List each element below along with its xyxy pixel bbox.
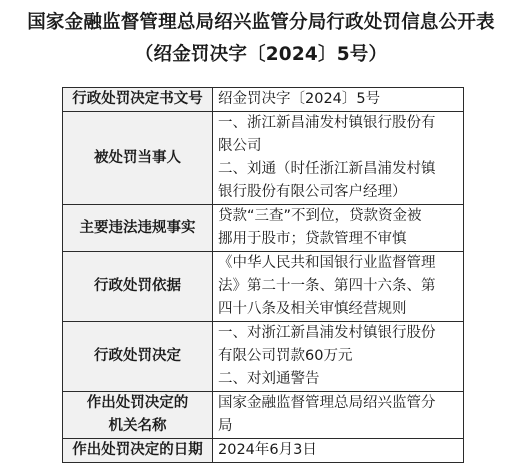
value-line: 国家金融监督管理总局绍兴监管分 xyxy=(218,395,436,411)
value-line: 一、浙江新昌浦发村镇银行股份有 xyxy=(218,115,436,131)
row-value-penalized-party xyxy=(213,112,464,205)
row-value-decision-number xyxy=(213,88,464,112)
value-line: 2024年6月3日 xyxy=(218,442,317,458)
document-number-subtitle: （绍金罚决字〔2024〕5号） xyxy=(134,44,388,65)
value-line: 有限公司罚款60万元 xyxy=(218,348,353,364)
table-row xyxy=(63,439,464,463)
value-line: 银行股份有限公司客户经理） xyxy=(218,184,407,200)
row-label-decision-date xyxy=(63,439,213,463)
value-line: 《中华人民共和国银行业监督管理 xyxy=(218,255,436,271)
row-value-penalty-decision xyxy=(213,322,464,392)
value-line: 局 xyxy=(218,418,233,434)
row-value-violation-facts xyxy=(213,205,464,252)
row-value-penalty-basis xyxy=(213,252,464,322)
label-line: 被处罚当事人 xyxy=(94,149,181,166)
label-line: 主要违法违规事实 xyxy=(79,219,196,236)
label-line: 作出处罚决定的日期 xyxy=(72,442,203,458)
value-line: 二、对刘通警告 xyxy=(218,371,320,387)
value-line: 绍金罚决字〔2024〕5号 xyxy=(218,91,381,107)
table-row xyxy=(63,88,464,112)
value-line: 限公司 xyxy=(218,138,262,154)
row-label-penalty-basis xyxy=(63,252,213,322)
table-row xyxy=(63,322,464,392)
row-value-authority xyxy=(213,392,464,439)
table-row xyxy=(63,392,464,439)
row-value-decision-date xyxy=(213,439,464,463)
label-line: 行政处罚依据 xyxy=(94,278,181,294)
table-row xyxy=(63,252,464,322)
row-label-authority xyxy=(63,392,213,439)
page-title: 国家金融监督管理总局绍兴监管分局行政处罚信息公开表 xyxy=(27,12,495,33)
row-label-violation-facts xyxy=(63,205,213,252)
value-line: 贷款“三查”不到位，贷款资金被 xyxy=(218,208,422,224)
table-row xyxy=(63,112,464,205)
row-label-penalty-decision xyxy=(63,322,213,392)
label-line: 行政处罚决定书文号 xyxy=(72,91,203,107)
value-line: 四十八条及相关审慎经营规则 xyxy=(218,301,407,317)
penalty-info-table xyxy=(62,87,464,463)
value-line: 挪用于股市；贷款管理不审慎 xyxy=(218,231,407,247)
label-line: 作出处罚决定的 xyxy=(86,395,189,411)
row-label-decision-number xyxy=(63,88,213,112)
label-line: 机关名称 xyxy=(108,418,167,434)
label-line: 行政处罚决定 xyxy=(94,348,181,364)
value-line: 一、对浙江新昌浦发村镇银行股份 xyxy=(218,325,436,341)
row-label-penalized-party xyxy=(63,112,213,205)
table-row xyxy=(63,205,464,252)
value-line: 法》第二十一条、第四十六条、第 xyxy=(218,278,436,294)
value-line: 二、刘通（时任浙江新昌浦发村镇 xyxy=(218,161,436,177)
